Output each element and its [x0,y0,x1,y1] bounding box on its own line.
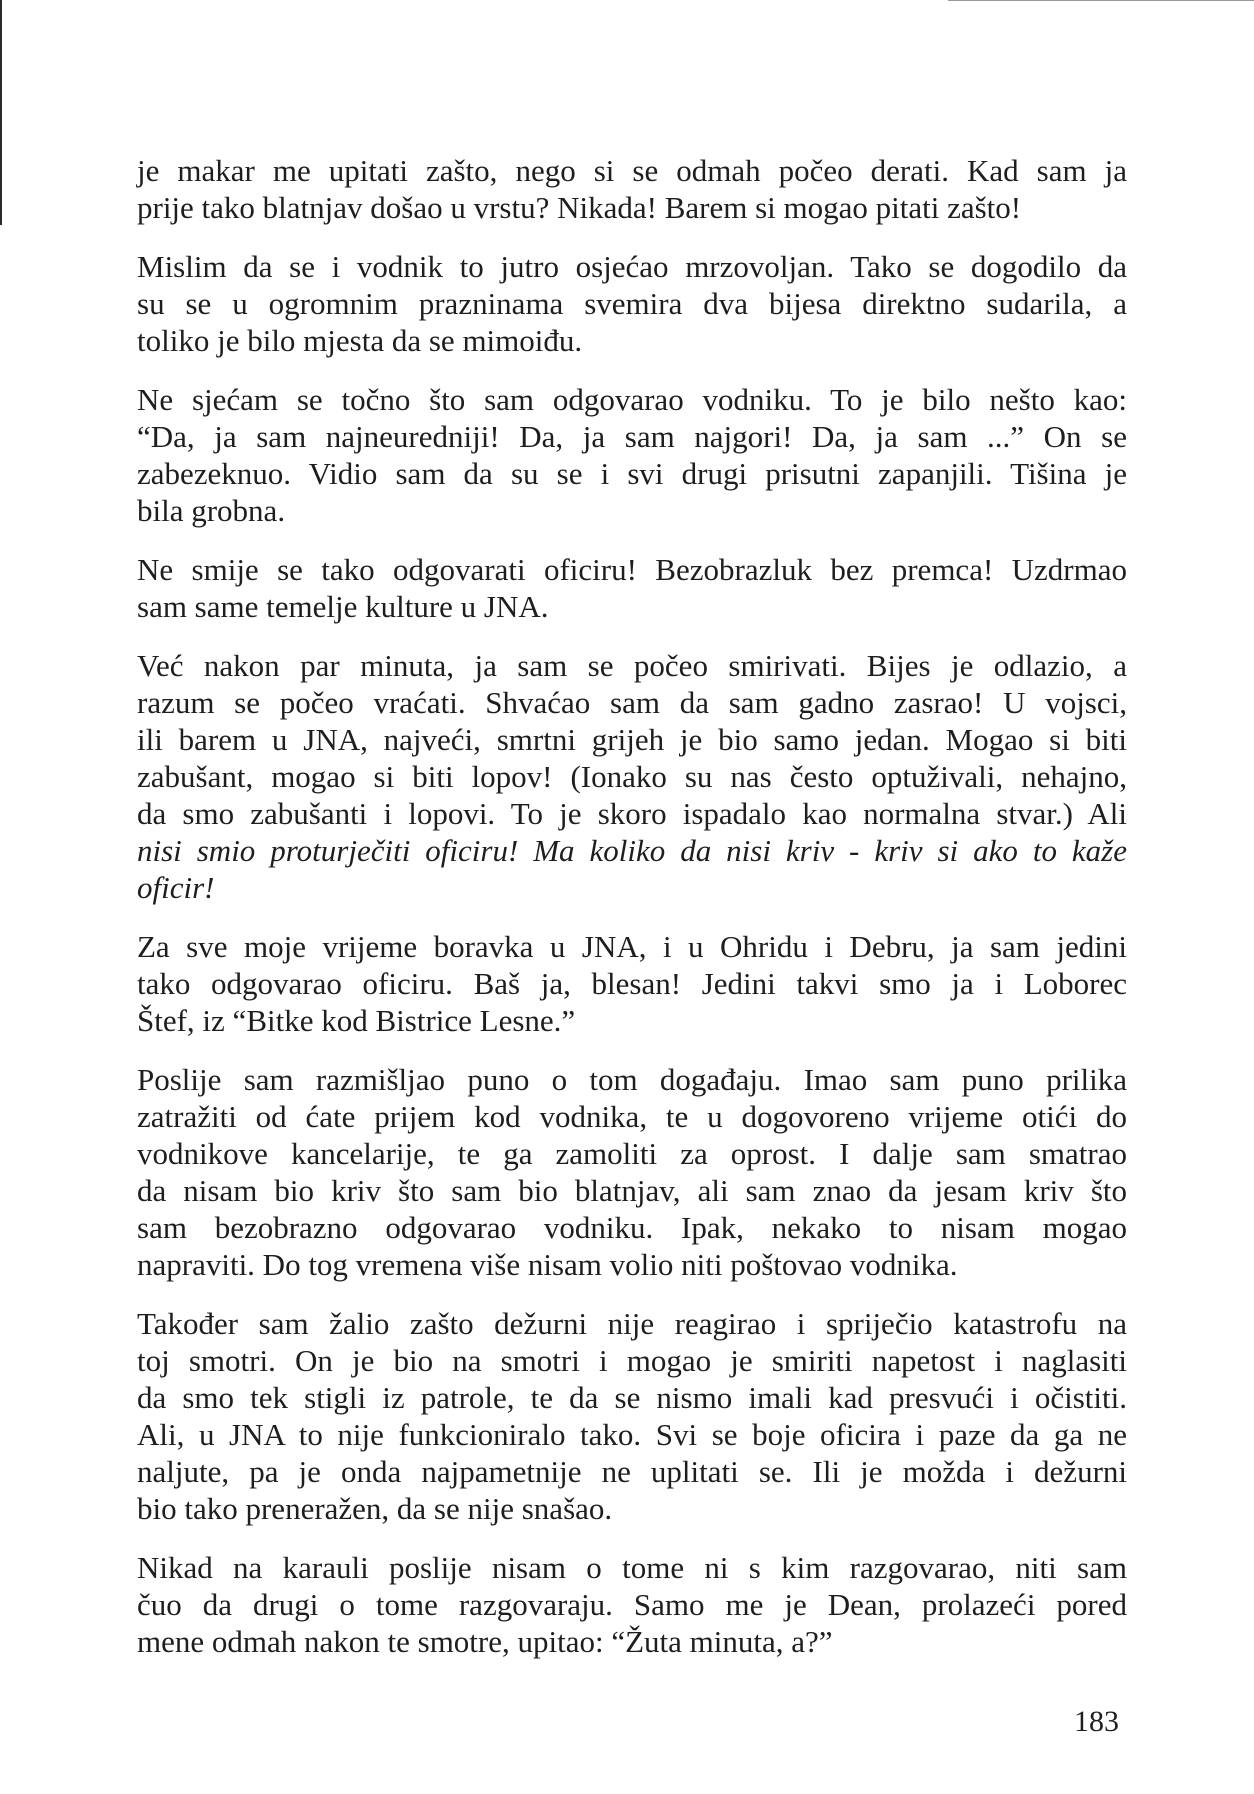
body-text [137,152,1127,1682]
paragraph [137,152,1127,226]
text-line: tako odgovarao oficiru. Baš ja, blesan! Jedini takvi smo ja i Loborec [137,966,1127,1001]
text-line: Poslije sam razmišljao puno o tom događaju. Imao sam puno prilika [137,1062,1127,1097]
text-line: Mislim da se i vodnik to jutro osjećao mrzovoljan. Tako se dogodilo da [137,249,1127,284]
paragraph [137,248,1127,359]
text-line: Nikad na karauli poslije nisam o tome ni s kim razgovarao, niti sam [137,1550,1127,1585]
text-line: je makar me upitati zašto, nego si se odmah počeo derati. Kad sam ja [137,153,1127,188]
paragraph [137,381,1127,529]
text-line: sam bezobrazno odgovarao vodniku. Ipak, nekako to nisam mogao [137,1210,1127,1245]
text-line: vodnikove kancelarije, te ga zamoliti za oprost. I dalje sam smatrao [137,1136,1127,1171]
text-line: Već nakon par minuta, ja sam se počeo smirivati. Bijes je odlazio, a [137,648,1127,683]
text-line: prije tako blatnjav došao u vrstu? Nikada! Barem si mogao pitati zašto! [137,190,1022,225]
text-line: “Da, ja sam najneuredniji! Da, ja sam najgori! Da, ja sam ...” On se [137,419,1127,454]
text-line: sam same temelje kulture u JNA. [137,589,549,624]
text-line: zatražiti od ćate prijem kod vodnika, te u dogovoreno vrijeme otići do [137,1099,1127,1134]
page-number: 183 [1074,1705,1119,1738]
text-line: napraviti. Do tog vremena više nisam volio niti poštovao vodnika. [137,1247,958,1282]
text-line: Za sve moje vrijeme boravka u JNA, i u Ohridu i Debru, ja sam jedini [137,929,1127,964]
text-line: da nisam bio kriv što sam bio blatnjav, ali sam znao da jesam kriv što [137,1173,1127,1208]
text-line: nisi smio proturječiti oficiru! Ma koliko da nisi kriv - kriv si ako to kaže [137,833,1127,868]
text-line: Ne sjećam se točno što sam odgovarao vodniku. To je bilo nešto kao: [137,382,1127,417]
paragraph [137,1549,1127,1660]
text-line: zabezeknuo. Vidio sam da su se i svi drugi prisutni zapanjili. Tišina je [137,456,1127,491]
text-line: da smo zabušanti i lopovi. To je skoro ispadalo kao normalna stvar.) Ali [137,796,1127,831]
text-line: zabušant, mogao si biti lopov! (Ionako su nas često optuživali, nehajno, [137,759,1127,794]
paragraph [137,928,1127,1039]
paragraph [137,551,1127,625]
text-line: Ne smije se tako odgovarati oficiru! Bezobrazluk bez premca! Uzdrmao [137,552,1127,587]
text-line: razum se počeo vraćati. Shvaćao sam da sam gadno zasrao! U vojsci, [137,685,1127,720]
text-line: mene odmah nakon te smotre, upitao: “Žuta minuta, a?” [137,1624,833,1659]
paragraph [137,647,1127,906]
scan-edge-top [948,0,1254,1]
text-line: čuo da drugi o tome razgovaraju. Samo me je Dean, prolazeći pored [137,1587,1127,1622]
text-line: Ali, u JNA to nije funkcioniralo tako. Svi se boje oficira i paze da ga ne [137,1417,1127,1452]
text-line: da smo tek stigli iz patrole, te da se nismo imali kad presvući i očistiti. [137,1380,1127,1415]
text-line: Štef, iz “Bitke kod Bistrice Lesne.” [137,1003,576,1038]
text-line: Također sam žalio zašto dežurni nije reagirao i spriječio katastrofu na [137,1306,1127,1341]
paragraph [137,1305,1127,1527]
scan-edge-left [0,0,2,225]
text-line: oficir! [137,870,215,905]
text-line: bila grobna. [137,493,286,528]
text-line: su se u ogromnim prazninama svemira dva bijesa direktno sudarila, a [137,286,1127,321]
paragraph [137,1061,1127,1283]
text-line: ili barem u JNA, najveći, smrtni grijeh je bio samo jedan. Mogao si biti [137,722,1127,757]
text-line: toliko je bilo mjesta da se mimoiđu. [137,323,583,358]
text-line: toj smotri. On je bio na smotri i mogao je smiriti napetost i naglasiti [137,1343,1127,1378]
text-line: naljute, pa je onda najpametnije ne uplitati se. Ili je možda i dežurni [137,1454,1127,1489]
text-line: bio tako preneražen, da se nije snašao. [137,1491,613,1526]
